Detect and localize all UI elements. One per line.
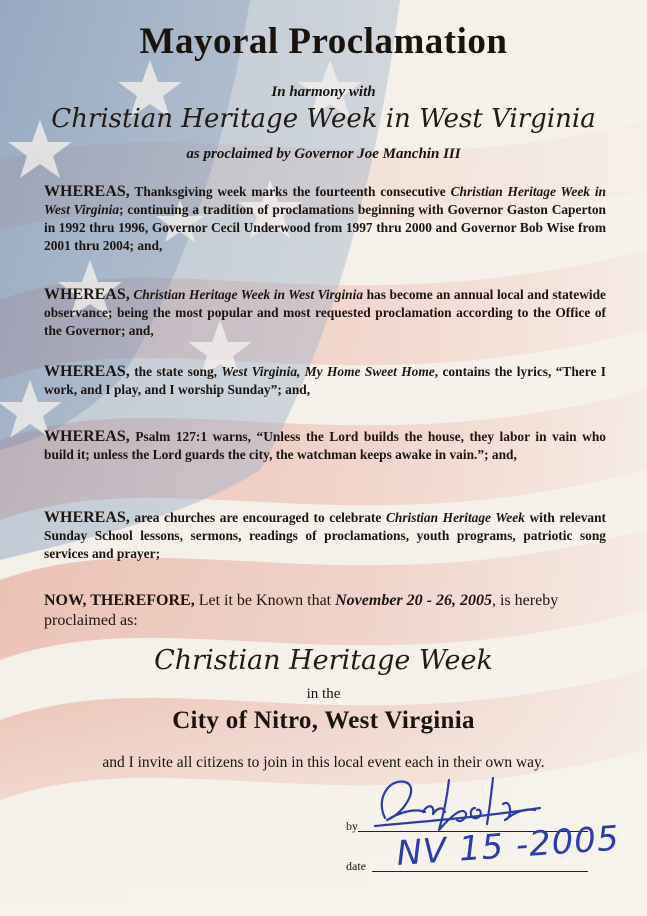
- whereas-text: has become an annual local and statewide observance; being the most popular and most requested proclamation according to the Office of the Governor; and,: [44, 287, 606, 338]
- whereas-italic: Christian Heritage Week in West Virginia: [133, 287, 364, 302]
- whereas-text: ; continuing a tradition of proclamations beginning with Governor Gaston Caperton in 1992 thru 1996, Governor Cecil Underwood from 1997 thru 2000 and Governor Bob Wise from 2001 thru 2004; and,: [44, 202, 606, 253]
- event-title: Christian Heritage Week in West Virginia: [51, 104, 596, 134]
- whereas-text: with relevant Sunday School lessons, sermons, readings of proclamations, youth programs, patriotic song services and prayer;: [44, 510, 606, 561]
- whereas-lead: WHEREAS,: [44, 286, 130, 303]
- city-name: City of Nitro, West Virginia: [172, 707, 475, 734]
- whereas-italic: Christian Heritage Week in West Virginia: [44, 184, 606, 217]
- whereas-text: , contains the lyrics, “There I work, and I play, and I worship Sunday”; and,: [44, 364, 607, 397]
- therefore-text-end: , is hereby proclaimed as:: [44, 592, 559, 629]
- whereas-text: Thanksgiving week marks the fourteenth consecutive: [129, 184, 451, 199]
- whereas-italic: Christian Heritage Week: [385, 510, 525, 525]
- handwritten-date: NV 15 -2005: [395, 818, 621, 874]
- document-title: Mayoral Proclamation: [139, 21, 508, 62]
- proclaimed-by-line: as proclaimed by Governor Joe Manchin III: [186, 146, 461, 162]
- whereas-lead: WHEREAS,: [44, 428, 130, 445]
- whereas-text: the state song,: [129, 364, 222, 379]
- therefore-paragraph: [44, 591, 606, 631]
- whereas-paragraph-4: [44, 428, 606, 464]
- whereas-italic: West Virginia, My Home Sweet Home: [221, 364, 435, 379]
- invitation-line: and I invite all citizens to join in this local event each in their own way.: [102, 754, 545, 771]
- whereas-paragraph-1: [44, 183, 606, 255]
- whereas-paragraph-3: [44, 363, 606, 399]
- therefore-text: Let it be Known that: [194, 592, 336, 609]
- by-label: by: [346, 819, 358, 833]
- whereas-lead: WHEREAS,: [44, 509, 130, 526]
- whereas-paragraph-2: [44, 286, 606, 340]
- event-dates: November 20 - 26, 2005: [335, 592, 492, 609]
- whereas-lead: WHEREAS,: [44, 363, 130, 380]
- proclaimed-event: Christian Heritage Week: [154, 645, 493, 676]
- whereas-text: Psalm 127:1 warns, “Unless the Lord builds the house, they labor in vain who build it; unless the Lord guards the city, the watchman keeps awake in vain.”; and,: [44, 429, 606, 462]
- whereas-lead: WHEREAS,: [44, 183, 130, 200]
- whereas-text: area churches are encouraged to celebrate: [129, 510, 386, 525]
- in-the-line: in the: [306, 686, 341, 702]
- date-label: date: [346, 859, 366, 873]
- therefore-lead: NOW, THEREFORE,: [44, 592, 195, 609]
- whereas-paragraph-5: [44, 509, 606, 563]
- harmony-line: In harmony with: [271, 84, 376, 100]
